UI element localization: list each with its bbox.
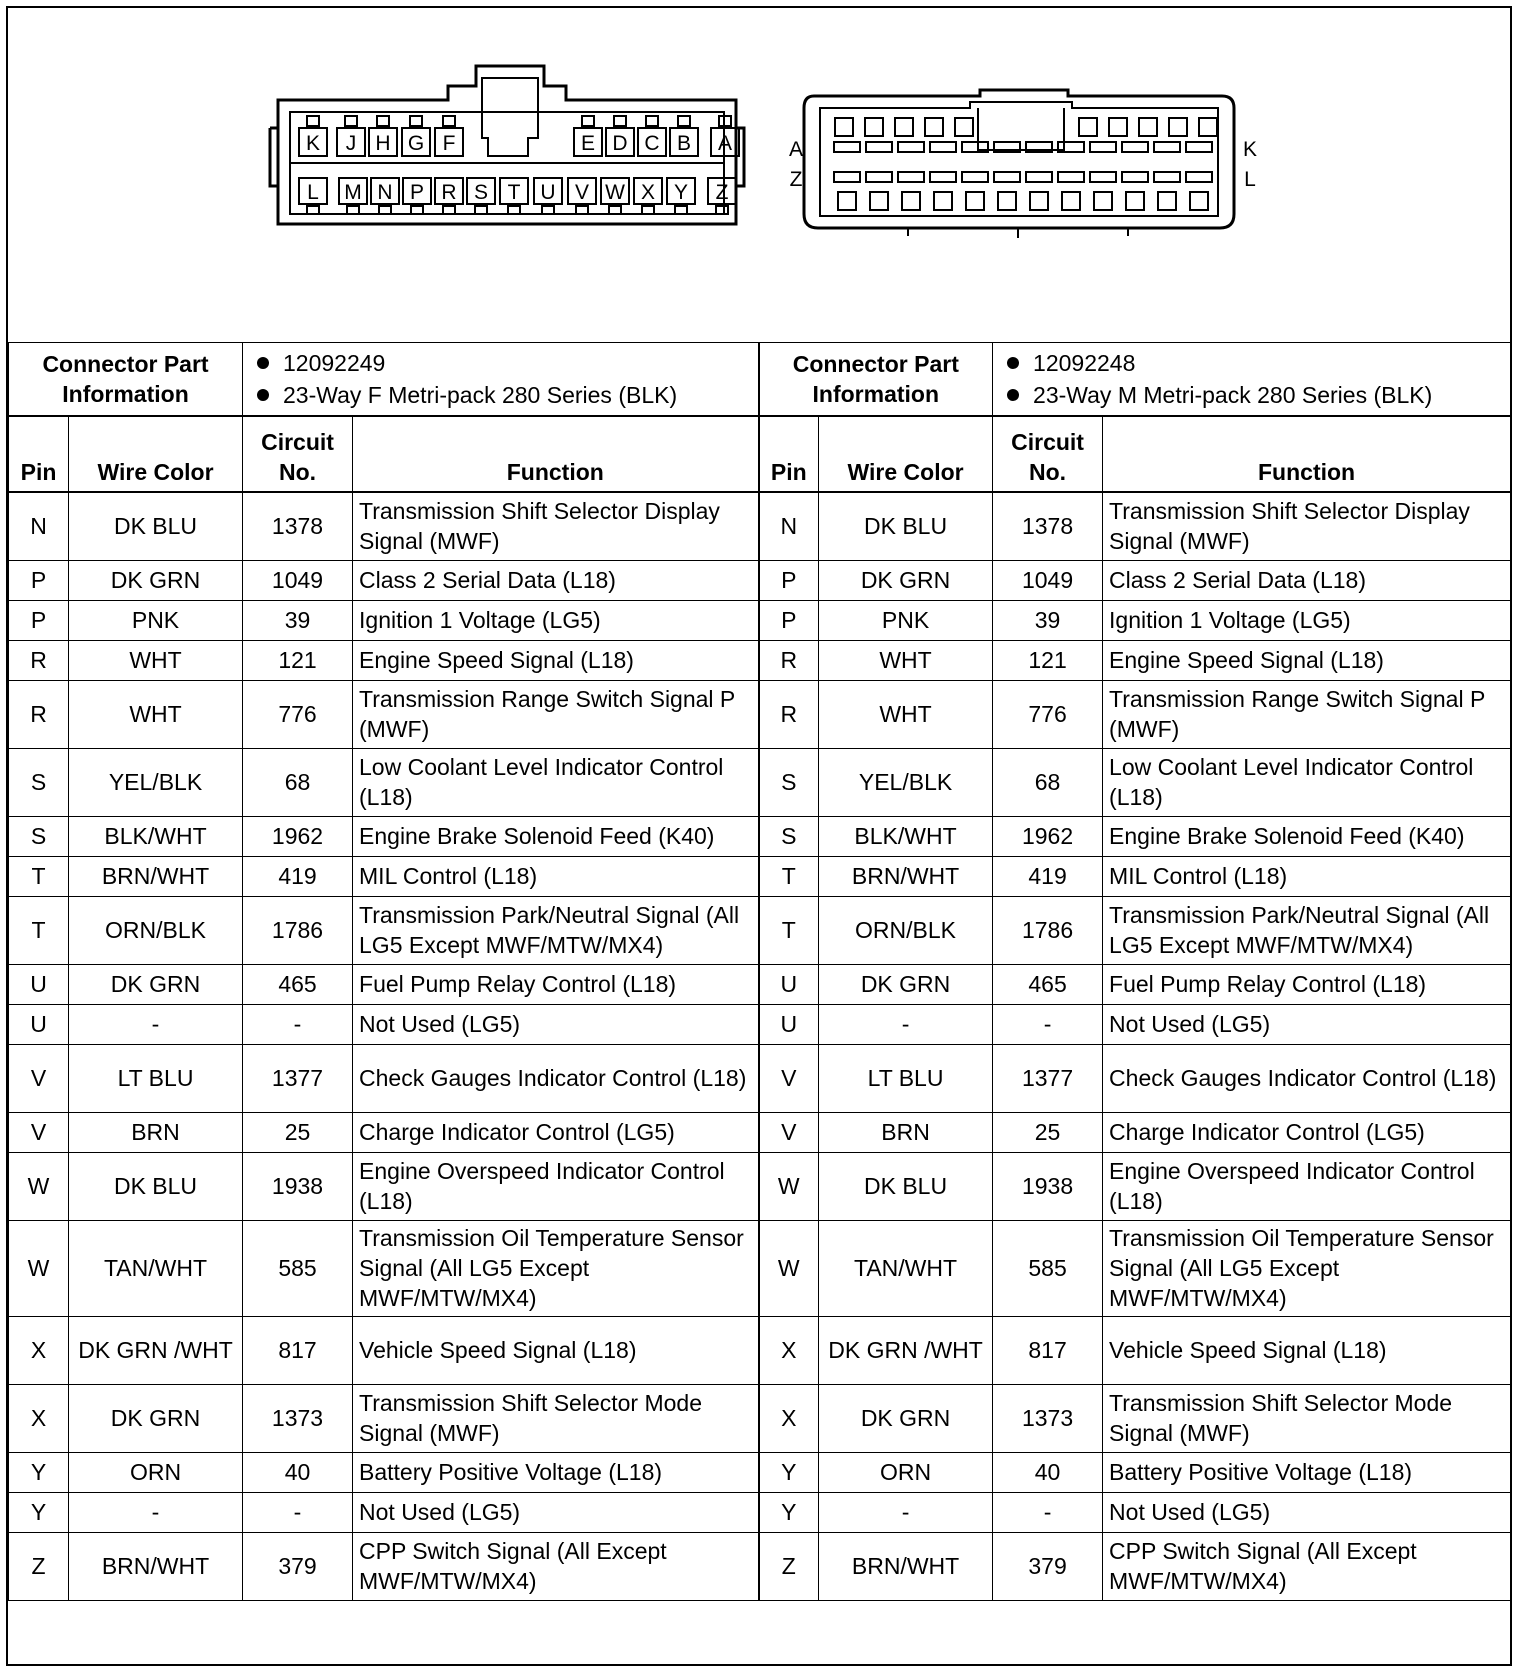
bullet-icon — [257, 389, 269, 401]
table-row — [9, 856, 1511, 896]
circuit-cell: 585 — [993, 1220, 1103, 1316]
function-cell: CPP Switch Signal (All Except MWF/MTW/MX4) — [353, 1532, 759, 1600]
pin-cell: Z — [9, 1532, 69, 1600]
part-number-2: 12092248 — [1033, 350, 1136, 376]
table-row — [9, 1152, 1511, 1220]
terminal-lock — [345, 116, 357, 126]
circuit-cell: 1373 — [993, 1384, 1103, 1452]
pin-cell: V — [759, 1112, 819, 1152]
pin-cell: X — [759, 1384, 819, 1452]
cavity-label: K — [305, 132, 321, 155]
function-cell: Transmission Range Switch Signal P (MWF) — [353, 680, 759, 748]
terminal-lock — [646, 116, 658, 126]
wire-color-cell: ORN — [69, 1452, 243, 1492]
circuit-cell: 39 — [993, 600, 1103, 640]
wire-color-cell: - — [819, 1004, 993, 1044]
table-row — [9, 560, 1511, 600]
pin-cell: N — [9, 492, 69, 560]
circuit-cell: 817 — [993, 1316, 1103, 1384]
circuit-cell: 1373 — [243, 1384, 353, 1452]
connector-info-row — [9, 343, 1511, 417]
pin-cell: V — [9, 1112, 69, 1152]
circuit-cell: - — [243, 1492, 353, 1532]
pin-blade — [1090, 172, 1116, 182]
side-label: K — [1242, 138, 1258, 161]
terminal-lock — [609, 206, 621, 214]
wire-color-cell: WHT — [69, 640, 243, 680]
circuit-cell: 39 — [243, 600, 353, 640]
connector-info-1 — [243, 343, 759, 417]
circuit-cell: 1962 — [993, 816, 1103, 856]
pin-cell: Y — [759, 1492, 819, 1532]
table-row — [9, 600, 1511, 640]
circuit-cell: 419 — [993, 856, 1103, 896]
column-header-row — [9, 416, 1511, 492]
wire-color-cell: WHT — [819, 640, 993, 680]
wire-color-cell: WHT — [69, 680, 243, 748]
pin-slot — [1158, 192, 1176, 210]
function-cell: Battery Positive Voltage (L18) — [353, 1452, 759, 1492]
wire-color-cell: LT BLU — [69, 1044, 243, 1112]
function-cell: Transmission Shift Selector Display Signal (MWF) — [1103, 492, 1511, 560]
pin-blade — [1154, 142, 1180, 152]
pin-slot — [1126, 192, 1144, 210]
connector-diagram — [8, 8, 1510, 342]
terminal-lock — [443, 206, 455, 214]
wire-color-cell: YEL/BLK — [819, 748, 993, 816]
function-cell: Transmission Oil Temperature Sensor Signal (All LG5 Except MWF/MTW/MX4) — [353, 1220, 759, 1316]
pin-slot — [1190, 192, 1208, 210]
circuit-cell: 1378 — [243, 492, 353, 560]
terminal-lock — [307, 206, 319, 214]
pin-blade — [994, 172, 1020, 182]
table-row — [9, 964, 1511, 1004]
cavity-label: H — [375, 132, 391, 155]
terminal-lock — [582, 116, 594, 126]
circuit-cell: 776 — [993, 680, 1103, 748]
side-label: A — [788, 138, 804, 161]
table-row — [9, 816, 1511, 856]
pin-cell: W — [9, 1220, 69, 1316]
table-row — [9, 1004, 1511, 1044]
cavity-label: E — [580, 132, 596, 155]
pin-cell: V — [9, 1044, 69, 1112]
pinout-table — [8, 342, 1511, 1601]
bullet-icon — [1007, 357, 1019, 369]
connector-description-2: 23-Way M Metri-pack 280 Series (BLK) — [1033, 382, 1433, 408]
pin-cell: N — [759, 492, 819, 560]
table-row — [9, 1112, 1511, 1152]
col-wire-color: Wire Color — [819, 416, 993, 492]
function-cell: Ignition 1 Voltage (LG5) — [1103, 600, 1511, 640]
wire-color-cell: DK BLU — [69, 492, 243, 560]
cavity-label: M — [344, 181, 362, 204]
side-label: Z — [789, 168, 803, 191]
wire-color-cell: DK GRN — [69, 560, 243, 600]
function-cell: Vehicle Speed Signal (L18) — [1103, 1316, 1511, 1384]
table-row — [9, 1220, 1511, 1316]
pin-blade — [834, 142, 860, 152]
circuit-cell: 419 — [243, 856, 353, 896]
table-row — [9, 492, 1511, 560]
circuit-cell: 25 — [243, 1112, 353, 1152]
circuit-cell: 121 — [993, 640, 1103, 680]
wire-color-cell: BLK/WHT — [819, 816, 993, 856]
cavity-label: Z — [715, 181, 729, 204]
wire-color-cell: BRN/WHT — [819, 856, 993, 896]
function-cell: Class 2 Serial Data (L18) — [353, 560, 759, 600]
col-wire-color: Wire Color — [69, 416, 243, 492]
wire-color-cell: ORN — [819, 1452, 993, 1492]
pin-cell: S — [759, 748, 819, 816]
function-cell: Transmission Park/Neutral Signal (All LG5 Except MWF/MTW/MX4) — [1103, 896, 1511, 964]
circuit-cell: 1377 — [243, 1044, 353, 1112]
terminal-lock — [443, 116, 455, 126]
terminal-lock — [542, 206, 554, 214]
pin-slot — [955, 118, 973, 136]
pin-slot — [838, 192, 856, 210]
pin-cell: U — [759, 964, 819, 1004]
function-cell: Battery Positive Voltage (L18) — [1103, 1452, 1511, 1492]
circuit-cell: 465 — [993, 964, 1103, 1004]
cavity-label: S — [473, 181, 489, 204]
pin-blade — [1058, 172, 1084, 182]
bullet-icon — [257, 357, 269, 369]
wire-color-cell: DK BLU — [819, 492, 993, 560]
terminal-lock — [347, 206, 359, 214]
pin-slot — [865, 118, 883, 136]
cavity-label: V — [574, 181, 590, 204]
function-cell: Ignition 1 Voltage (LG5) — [353, 600, 759, 640]
wire-color-cell: DK GRN — [819, 1384, 993, 1452]
wire-color-cell: ORN/BLK — [69, 896, 243, 964]
circuit-cell: 585 — [243, 1220, 353, 1316]
function-cell: Engine Speed Signal (L18) — [353, 640, 759, 680]
function-cell: Engine Brake Solenoid Feed (K40) — [353, 816, 759, 856]
terminal-lock — [411, 206, 423, 214]
circuit-cell: 1962 — [243, 816, 353, 856]
pin-cell: P — [759, 560, 819, 600]
pin-cell: R — [759, 680, 819, 748]
function-cell: Fuel Pump Relay Control (L18) — [1103, 964, 1511, 1004]
pin-slot — [835, 118, 853, 136]
wire-color-cell: DK GRN /WHT — [819, 1316, 993, 1384]
pin-slot — [966, 192, 984, 210]
pin-cell: Y — [9, 1492, 69, 1532]
circuit-cell: 25 — [993, 1112, 1103, 1152]
wire-color-cell: BLK/WHT — [69, 816, 243, 856]
pin-blade — [1026, 172, 1052, 182]
pin-blade — [834, 172, 860, 182]
pin-cell: T — [9, 856, 69, 896]
connector-info-label-2: Connector Part Information — [759, 343, 993, 417]
wire-color-cell: WHT — [819, 680, 993, 748]
pin-blade — [930, 172, 956, 182]
cavity-label: U — [540, 181, 556, 204]
function-cell: Not Used (LG5) — [1103, 1004, 1511, 1044]
pin-slot — [1109, 118, 1127, 136]
wire-color-cell: PNK — [69, 600, 243, 640]
terminal-lock — [678, 116, 690, 126]
function-cell: CPP Switch Signal (All Except MWF/MTW/MX4) — [1103, 1532, 1511, 1600]
cavity-label: W — [605, 181, 625, 204]
cavity-label: R — [441, 181, 457, 204]
pin-slot — [998, 192, 1016, 210]
pin-slot — [1199, 118, 1217, 136]
pin-slot — [1079, 118, 1097, 136]
circuit-cell: 40 — [993, 1452, 1103, 1492]
cavity-label: X — [640, 181, 656, 204]
terminal-lock — [508, 206, 520, 214]
circuit-cell: 1377 — [993, 1044, 1103, 1112]
pin-blade — [1090, 142, 1116, 152]
wire-color-cell: LT BLU — [819, 1044, 993, 1112]
circuit-cell: 68 — [993, 748, 1103, 816]
function-cell: Transmission Oil Temperature Sensor Signal (All LG5 Except MWF/MTW/MX4) — [1103, 1220, 1511, 1316]
cavity-label: J — [345, 132, 357, 155]
circuit-cell: 1049 — [243, 560, 353, 600]
function-cell: Not Used (LG5) — [353, 1492, 759, 1532]
circuit-cell: - — [243, 1004, 353, 1044]
function-cell: Engine Speed Signal (L18) — [1103, 640, 1511, 680]
pin-cell: P — [759, 600, 819, 640]
wire-color-cell: DK GRN — [69, 964, 243, 1004]
table-row — [9, 640, 1511, 680]
function-cell: Transmission Shift Selector Mode Signal (MWF) — [353, 1384, 759, 1452]
function-cell: Vehicle Speed Signal (L18) — [353, 1316, 759, 1384]
cavity-label: T — [507, 181, 521, 204]
terminal-lock — [642, 206, 654, 214]
connector-description-1: 23-Way F Metri-pack 280 Series (BLK) — [283, 382, 678, 408]
pin-cell: U — [9, 964, 69, 1004]
function-cell: MIL Control (L18) — [353, 856, 759, 896]
wire-color-cell: ORN/BLK — [819, 896, 993, 964]
wire-color-cell: DK BLU — [69, 1152, 243, 1220]
pin-cell: W — [9, 1152, 69, 1220]
cavity-label: L — [307, 181, 319, 204]
cavity-label: Y — [673, 181, 689, 204]
table-row — [9, 896, 1511, 964]
pin-cell: X — [9, 1316, 69, 1384]
function-cell: Low Coolant Level Indicator Control (L18) — [1103, 748, 1511, 816]
function-cell: Engine Overspeed Indicator Control (L18) — [1103, 1152, 1511, 1220]
pin-slot — [1139, 118, 1157, 136]
pin-slot — [1169, 118, 1187, 136]
terminal-lock — [576, 206, 588, 214]
side-label: L — [1244, 168, 1256, 191]
pin-cell: X — [759, 1316, 819, 1384]
pin-slot — [902, 192, 920, 210]
pin-slot — [925, 118, 943, 136]
circuit-cell: 1378 — [993, 492, 1103, 560]
function-cell: Charge Indicator Control (LG5) — [353, 1112, 759, 1152]
col-circuit: Circuit No. — [993, 416, 1103, 492]
function-cell: Not Used (LG5) — [353, 1004, 759, 1044]
circuit-cell: 40 — [243, 1452, 353, 1492]
table-row — [9, 1532, 1511, 1600]
function-cell: Transmission Shift Selector Mode Signal (MWF) — [1103, 1384, 1511, 1452]
document-frame — [6, 6, 1512, 1666]
pin-cell: Y — [759, 1452, 819, 1492]
pin-cell: W — [759, 1152, 819, 1220]
cavity-label: F — [442, 132, 456, 155]
wire-color-cell: PNK — [819, 600, 993, 640]
circuit-cell: 121 — [243, 640, 353, 680]
wire-color-cell: BRN/WHT — [69, 856, 243, 896]
connector-info-label-1: Connector Part Information — [9, 343, 243, 417]
function-cell: Transmission Range Switch Signal P (MWF) — [1103, 680, 1511, 748]
wire-color-cell: BRN — [69, 1112, 243, 1152]
pin-slot — [1062, 192, 1080, 210]
pin-slot — [870, 192, 888, 210]
pin-cell: X — [9, 1384, 69, 1452]
table-row — [9, 1044, 1511, 1112]
circuit-cell: - — [993, 1004, 1103, 1044]
terminal-lock — [379, 206, 391, 214]
circuit-cell: 1049 — [993, 560, 1103, 600]
cavity-label: G — [407, 132, 425, 155]
pin-blade — [1186, 142, 1212, 152]
pin-blade — [866, 142, 892, 152]
function-cell: Engine Overspeed Indicator Control (L18) — [353, 1152, 759, 1220]
wire-color-cell: BRN/WHT — [69, 1532, 243, 1600]
connector-info-2 — [993, 343, 1511, 417]
terminal-lock — [675, 206, 687, 214]
circuit-cell: 1786 — [993, 896, 1103, 964]
circuit-cell: 379 — [993, 1532, 1103, 1600]
pin-cell: W — [759, 1220, 819, 1316]
wire-color-cell: DK GRN /WHT — [69, 1316, 243, 1384]
cavity-label: B — [676, 132, 692, 155]
bullet-icon — [1007, 389, 1019, 401]
pin-slot — [1030, 192, 1048, 210]
function-cell: Not Used (LG5) — [1103, 1492, 1511, 1532]
wire-color-cell: DK BLU — [819, 1152, 993, 1220]
circuit-cell: 1938 — [243, 1152, 353, 1220]
wire-color-cell: - — [819, 1492, 993, 1532]
cavity-label: A — [717, 132, 733, 155]
function-cell: Charge Indicator Control (LG5) — [1103, 1112, 1511, 1152]
pin-cell: V — [759, 1044, 819, 1112]
circuit-cell: 817 — [243, 1316, 353, 1384]
table-row — [9, 1492, 1511, 1532]
cavity-label: P — [409, 181, 425, 204]
terminal-lock — [307, 116, 319, 126]
function-cell: Check Gauges Indicator Control (L18) — [353, 1044, 759, 1112]
wire-color-cell: DK GRN — [69, 1384, 243, 1452]
col-function: Function — [1103, 416, 1511, 492]
pin-cell: T — [759, 896, 819, 964]
cavity-label: D — [612, 132, 628, 155]
wire-color-cell: - — [69, 1492, 243, 1532]
pin-blade — [1154, 172, 1180, 182]
wire-color-cell: BRN — [819, 1112, 993, 1152]
table-row — [9, 748, 1511, 816]
function-cell: Class 2 Serial Data (L18) — [1103, 560, 1511, 600]
pin-slot — [895, 118, 913, 136]
pin-blade — [1186, 172, 1212, 182]
table-row — [9, 680, 1511, 748]
male-connector-face — [804, 90, 1234, 238]
pin-slot — [934, 192, 952, 210]
col-circuit: Circuit No. — [243, 416, 353, 492]
col-function: Function — [353, 416, 759, 492]
function-cell: Transmission Shift Selector Display Signal (MWF) — [353, 492, 759, 560]
col-pin: Pin — [759, 416, 819, 492]
table-row — [9, 1384, 1511, 1452]
cavity-label: N — [377, 181, 393, 204]
pin-cell: P — [9, 600, 69, 640]
function-cell: MIL Control (L18) — [1103, 856, 1511, 896]
pin-cell: Y — [9, 1452, 69, 1492]
pin-cell: T — [759, 856, 819, 896]
pin-cell: R — [9, 680, 69, 748]
wire-color-cell: DK GRN — [819, 560, 993, 600]
pin-blade — [1122, 172, 1148, 182]
pin-cell: U — [759, 1004, 819, 1044]
wire-color-cell: TAN/WHT — [819, 1220, 993, 1316]
pin-blade — [866, 172, 892, 182]
function-cell: Transmission Park/Neutral Signal (All LG5 Except MWF/MTW/MX4) — [353, 896, 759, 964]
terminal-lock — [410, 116, 422, 126]
wire-color-cell: BRN/WHT — [819, 1532, 993, 1600]
pin-cell: S — [9, 748, 69, 816]
table-row — [9, 1452, 1511, 1492]
pin-cell: R — [759, 640, 819, 680]
circuit-cell: 1938 — [993, 1152, 1103, 1220]
circuit-cell: 68 — [243, 748, 353, 816]
circuit-cell: 776 — [243, 680, 353, 748]
wire-color-cell: YEL/BLK — [69, 748, 243, 816]
pin-cell: R — [9, 640, 69, 680]
pin-cell: P — [9, 560, 69, 600]
pin-cell: S — [759, 816, 819, 856]
circuit-cell: 1786 — [243, 896, 353, 964]
terminal-lock — [475, 206, 487, 214]
pin-blade — [898, 172, 924, 182]
wire-color-cell: TAN/WHT — [69, 1220, 243, 1316]
pinout-rows — [9, 492, 1511, 1600]
function-cell: Check Gauges Indicator Control (L18) — [1103, 1044, 1511, 1112]
part-number-1: 12092249 — [283, 350, 386, 376]
pin-cell: T — [9, 896, 69, 964]
wire-color-cell: - — [69, 1004, 243, 1044]
pin-blade — [930, 142, 956, 152]
pin-cell: S — [9, 816, 69, 856]
pin-cell: Z — [759, 1532, 819, 1600]
pin-slot — [1094, 192, 1112, 210]
circuit-cell: 379 — [243, 1532, 353, 1600]
circuit-cell: 465 — [243, 964, 353, 1004]
wire-color-cell: DK GRN — [819, 964, 993, 1004]
table-row — [9, 1316, 1511, 1384]
col-pin: Pin — [9, 416, 69, 492]
circuit-cell: - — [993, 1492, 1103, 1532]
function-cell: Engine Brake Solenoid Feed (K40) — [1103, 816, 1511, 856]
cavity-label: C — [644, 132, 660, 155]
terminal-lock — [716, 206, 728, 214]
pin-blade — [1122, 142, 1148, 152]
terminal-lock — [614, 116, 626, 126]
pin-blade — [898, 142, 924, 152]
pin-blade — [962, 172, 988, 182]
function-cell: Fuel Pump Relay Control (L18) — [353, 964, 759, 1004]
function-cell: Low Coolant Level Indicator Control (L18) — [353, 748, 759, 816]
pin-cell: U — [9, 1004, 69, 1044]
terminal-lock — [377, 116, 389, 126]
